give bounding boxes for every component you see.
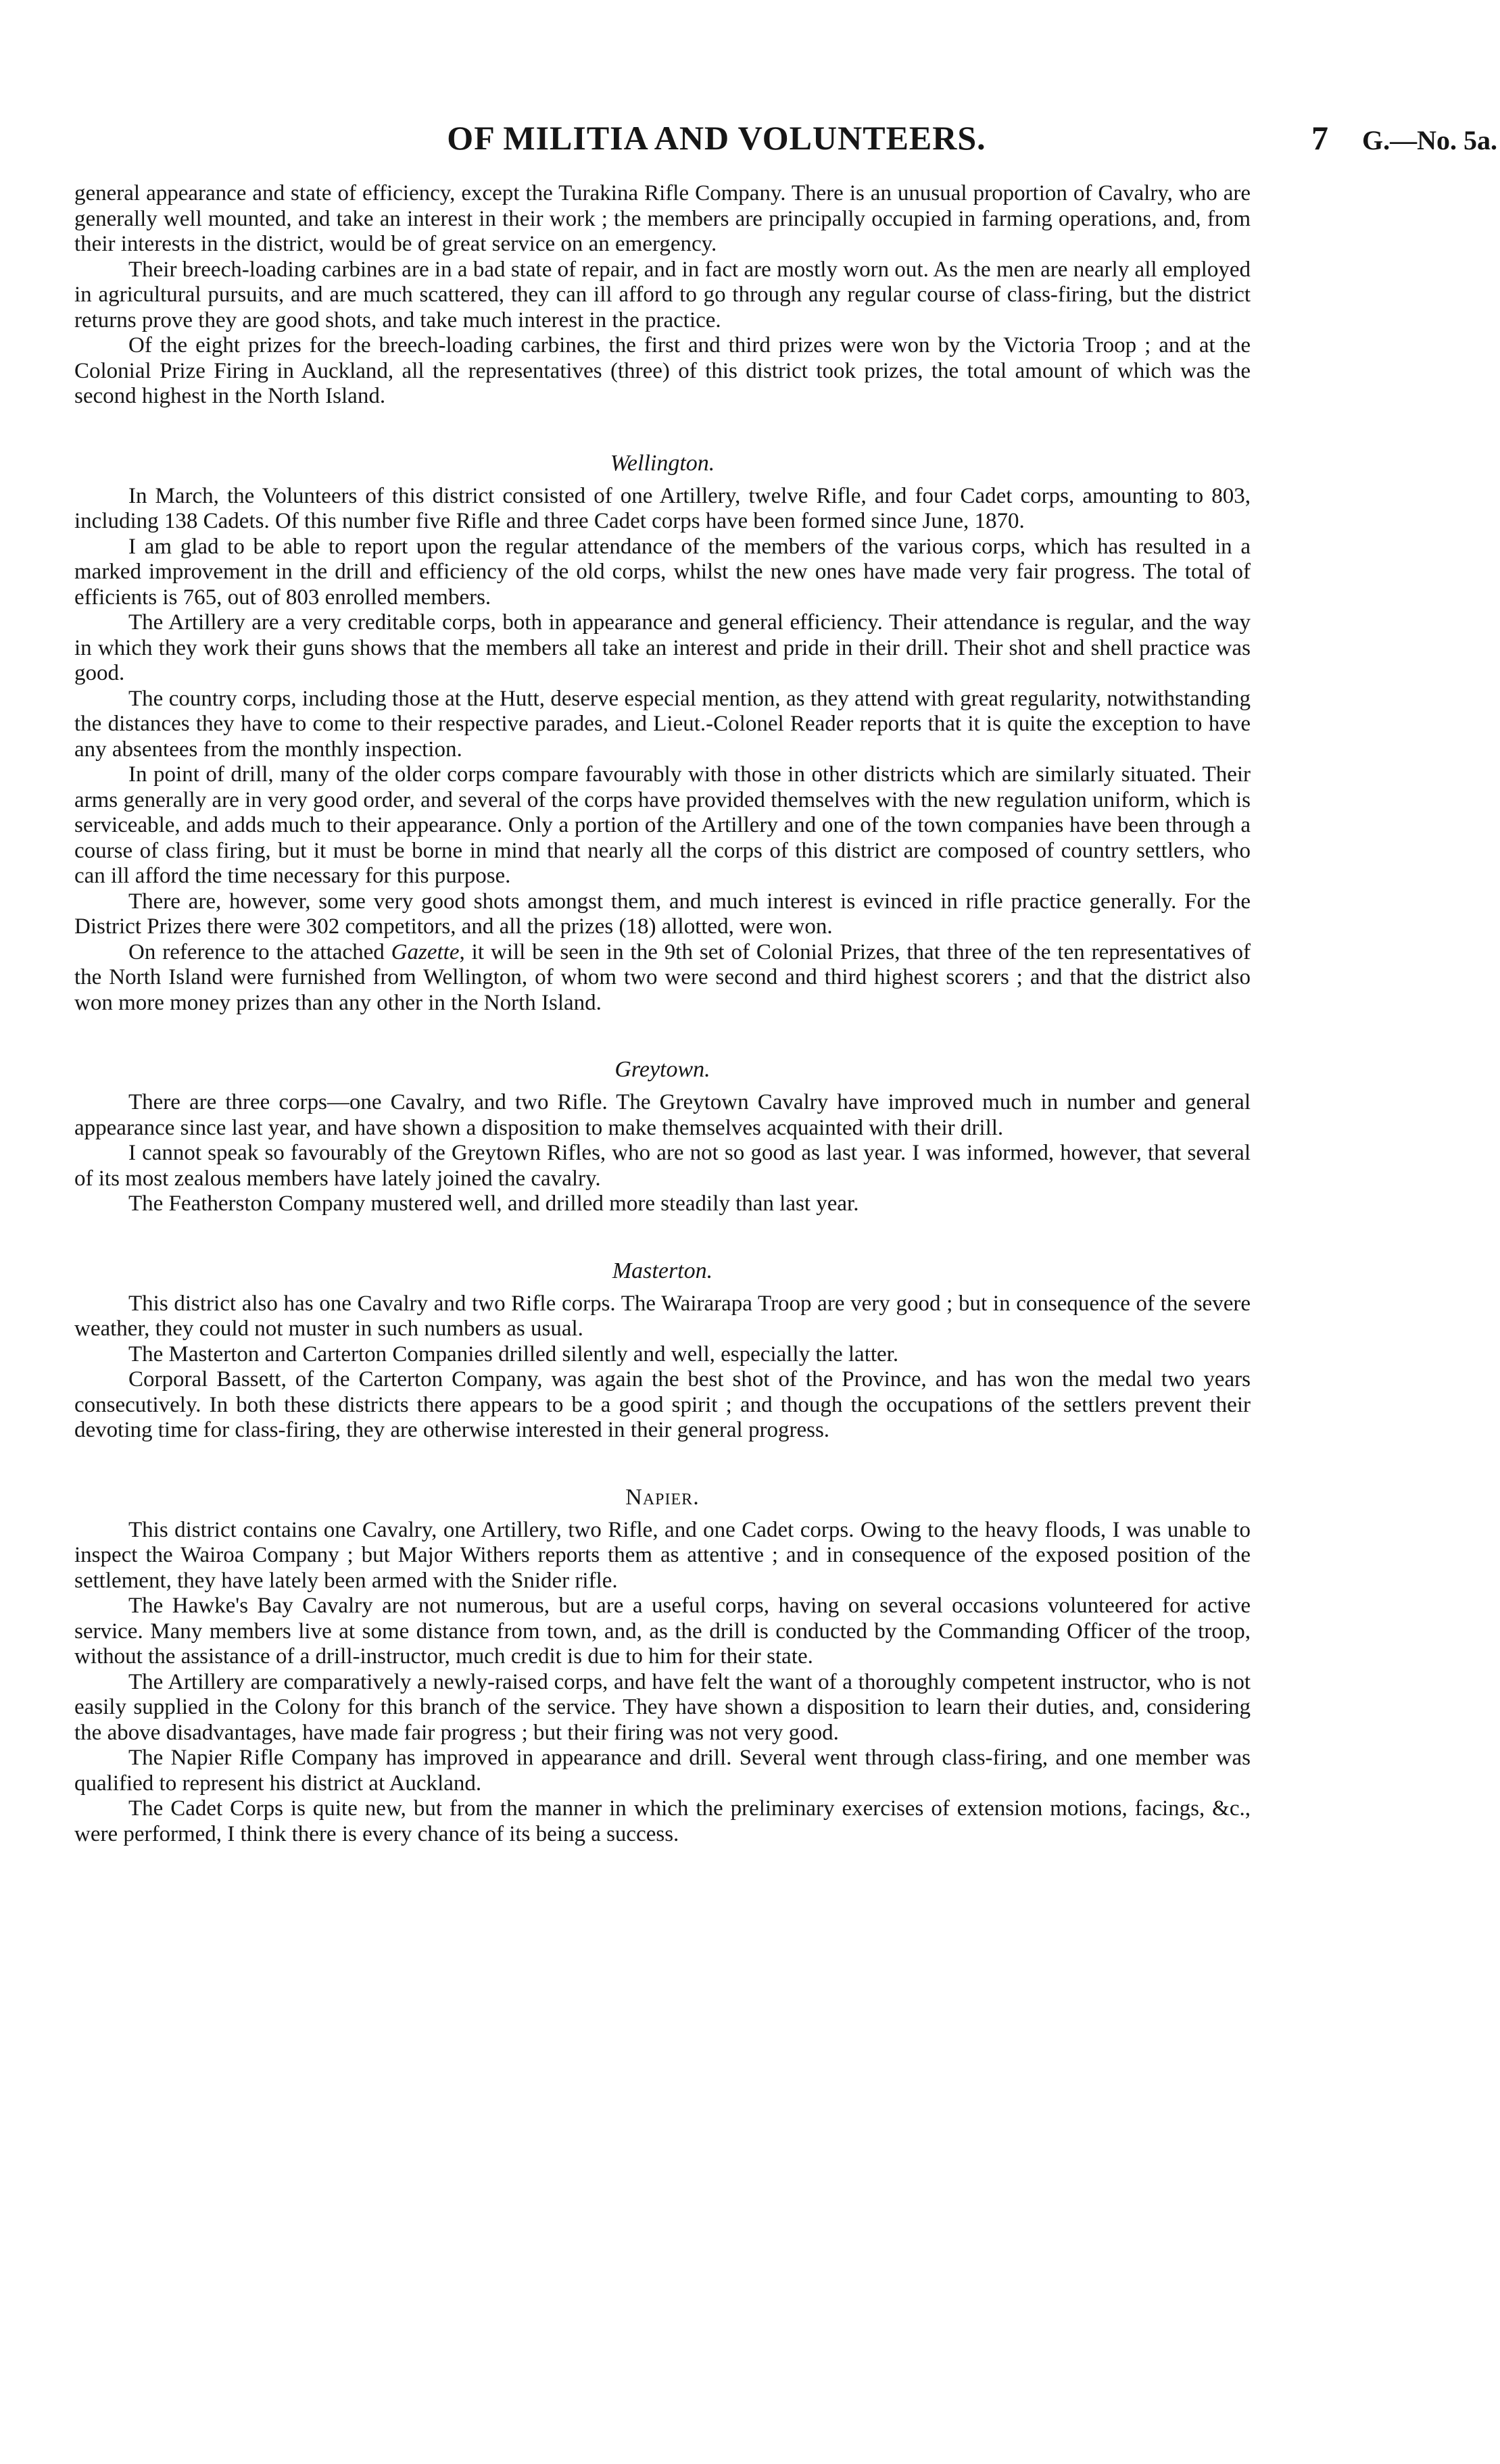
greytown-paragraph: I cannot speak so favourably of the Greytown Rifles, who are not so good as last year. I was informed, however, that several of its most zealous members have lately joined the cavalry. xyxy=(74,1141,1251,1191)
greytown-paragraph: The Featherston Company mustered well, and drilled more steadily than last year. xyxy=(128,1191,859,1216)
napier-paragraph: The Cadet Corps is quite new, but from the manner in which the preliminary exercises of extension motions, facings, &c., were performed, I think there is every chance of its being a success. xyxy=(74,1796,1251,1846)
intro-paragraph: general appearance and state of efficiency, except the Turakina Rifle Company. There is an unusual proportion of Cavalry, who are generally well mounted, and take an interest in their work ; the members are principally occupied in farming operations, and, from their interests in the district, would be of great service on an emergency. xyxy=(74,181,1251,256)
wellington-paragraph: In March, the Volunteers of this district consisted of one Artillery, twelve Rifle, and four Cadet corps, amounting to 803, including 138 Cadets. Of this number five Rifle and three Cadet corps have been formed since June, 1870. xyxy=(74,483,1251,533)
page-number: 7 xyxy=(1311,119,1328,157)
text-run: On reference to the attached xyxy=(128,939,391,964)
section-heading-masterton: Masterton. xyxy=(612,1258,713,1283)
napier-paragraph: The Hawke's Bay Cavalry are not numerous, but are a useful corps, having on several occasions volunteered for active service. Many members live at some distance from town, and, as the drill is conducted by the Commanding Officer of the troop, without the assistance of a drill-instructor, much credit is due to him for their state. xyxy=(74,1594,1251,1669)
gazette-reference: Gazette xyxy=(391,939,460,964)
masterton-paragraph: The Masterton and Carterton Companies drilled silently and well, especially the latter. xyxy=(128,1341,899,1366)
wellington-paragraph: I am glad to be able to report upon the regular attendance of the members of the various corps, which has resulted in a marked improvement in the drill and efficiency of the old corps, whilst the new ones have made very fair progress. The total of efficients is 765, out of 803 enrolled members. xyxy=(74,534,1251,610)
wellington-paragraph: In point of drill, many of the older corps compare favourably with those in other districts which are similarly situated. Their arms generally are in very good order, and several of the corps have provided themselves with the new regulation uniform, which is serviceable, and adds much to their appearance. Only a portion of the Artillery and one of the town companies have been through a course of class firing, but it must be borne in mind that nearly all the corps of this district are composed of country settlers, who can ill afford the time necessary for this purpose. xyxy=(74,762,1251,888)
wellington-paragraph xyxy=(74,940,1251,1016)
section-heading-napier: Napier. xyxy=(625,1484,700,1510)
report-body xyxy=(74,181,1251,1847)
napier-paragraph: The Napier Rifle Company has improved in appearance and drill. Several went through class-firing, and one member was qualified to represent his district at Auckland. xyxy=(74,1746,1251,1796)
greytown-paragraph: There are three corps—one Cavalry, and two Rifle. The Greytown Cavalry have improved much in number and general appearance since last year, and have shown a disposition to make themselves acquainted with their drill. xyxy=(74,1090,1251,1140)
running-header xyxy=(81,114,1497,162)
napier-paragraph: This district contains one Cavalry, one Artillery, two Rifle, and one Cadet corps. Owing to the heavy floods, I was unable to inspect the Wairoa Company ; but Major Withers reports them as attentive ; and in consequence of the exposed position of the settlement, they have lately been armed with the Snider rifle. xyxy=(74,1517,1251,1593)
intro-paragraph: Of the eight prizes for the breech-loading carbines, the first and third prizes were won by the Victoria Troop ; and at the Colonial Prize Firing in Auckland, all the representatives (three) of this district took prizes, the total amount of which was the second highest in the North Island. xyxy=(74,333,1251,408)
masterton-paragraph: Corporal Bassett, of the Carterton Company, was again the best shot of the Province, and has won the medal two years consecutively. In both these districts there appears to be a good spirit ; and though the occupations of the settlers prevent their devoting time for class-firing, they are otherwise interested in their general progress. xyxy=(74,1367,1251,1442)
wellington-paragraph: The Artillery are a very creditable corps, both in appearance and general efficiency. Their attendance is regular, and the way in which they work their guns shows that the members all take an interest and pride in their drill. Their shot and shell practice was good. xyxy=(74,610,1251,685)
masterton-paragraph: This district also has one Cavalry and two Rifle corps. The Wairarapa Troop are very good ; but in consequence of the severe weather, they could not muster in such numbers as usual. xyxy=(74,1291,1251,1341)
section-heading-wellington: Wellington. xyxy=(610,450,715,476)
intro-paragraph: Their breech-loading carbines are in a bad state of repair, and in fact are mostly worn out. As the men are nearly all employed in agricultural pursuits, and are much scattered, they can ill afford to go through any regular course of class-firing, but the district returns prove they are good shots, and take much interest in the practice. xyxy=(74,257,1251,332)
napier-paragraph: The Artillery are comparatively a newly-raised corps, and have felt the want of a thoroughly competent instructor, who is not easily supplied in the Colony for this branch of the service. They have shown a disposition to learn their duties, and, considering the above disadvantages, have made fair progress ; but their firing was not very good. xyxy=(74,1669,1251,1745)
wellington-paragraph: There are, however, some very good shots amongst them, and much interest is evinced in rifle practice generally. For the District Prizes there were 302 competitors, and all the prizes (18) allotted, were won. xyxy=(74,889,1251,939)
section-heading-greytown: Greytown. xyxy=(614,1057,710,1082)
page-title: OF MILITIA AND VOLUNTEERS. xyxy=(447,119,986,157)
text-run: , it will be seen in the 9th set of Colonial Prizes, that three of the ten representatives of the North Island were furnished from Wellington, of whom two were second and third highest scorers ; and that the district also won more money prizes than any other in the North Island. xyxy=(74,939,1251,1015)
wellington-paragraph: The country corps, including those at the Hutt, deserve especial mention, as they attend with great regularity, notwithstanding the distances they have to come to their respective parades, and Lieut.-Colonel Reader reports that it is quite the exception to have any absentees from the monthly inspection. xyxy=(74,686,1251,762)
document-reference: G.—No. 5a. xyxy=(1362,125,1497,155)
